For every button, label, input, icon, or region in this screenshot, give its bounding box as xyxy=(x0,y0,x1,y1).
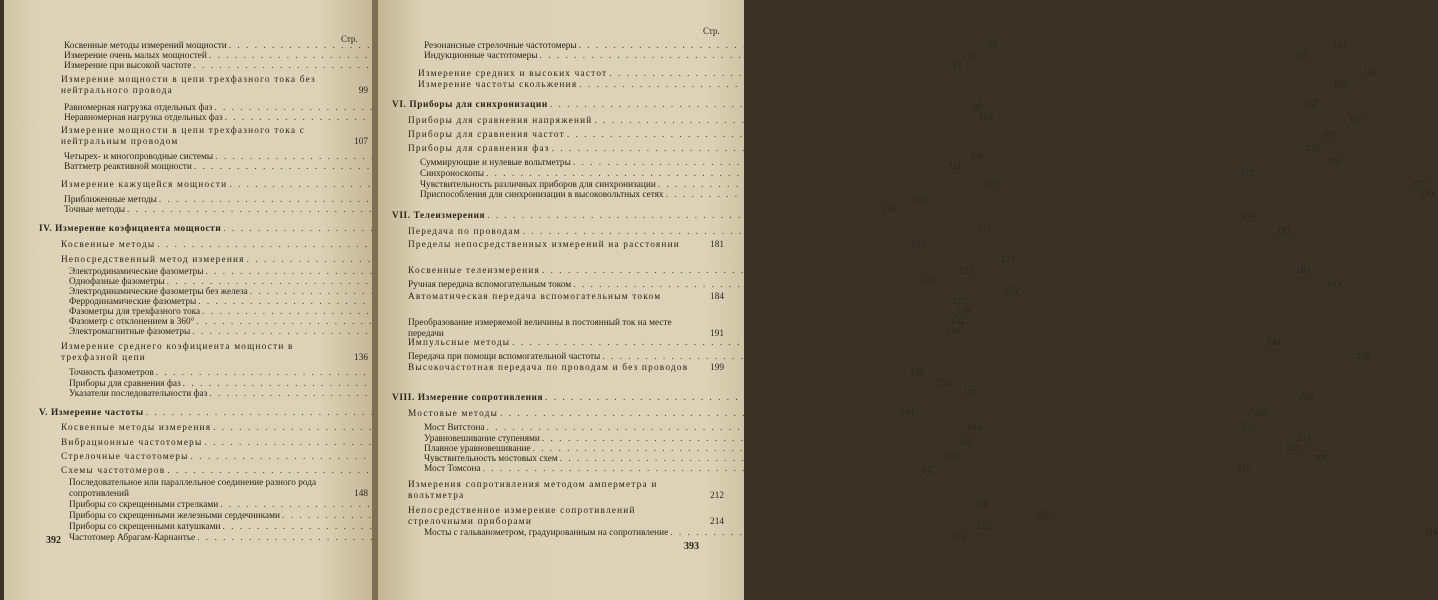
toc-entry xyxy=(408,363,724,374)
toc-entry-page: 123 xyxy=(959,267,974,277)
toc-entry-title: Измерение частоты скольжения xyxy=(418,80,578,90)
toc-entry-page: 148 xyxy=(354,488,368,499)
toc-entry-title: Измерение среднего коэфициента мощности в трехфазной цепи xyxy=(61,342,294,363)
toc-entry-title: Косвенные методы измерения xyxy=(61,423,212,433)
toc-entry-title: Приближенные методы xyxy=(64,195,157,205)
toc-entry xyxy=(408,480,724,501)
toc-entry-page: 202 xyxy=(1299,393,1314,403)
toc-entry-title: Фазометр с отклонением в 360° xyxy=(69,317,195,327)
page-number: 392 xyxy=(46,535,61,546)
toc-entry-title: Приспособления для синхронизации в высоковольтных сетях xyxy=(420,190,664,200)
toc-entry-title: Измерение мощности в цепи трехфазного тока без нейтрального провода xyxy=(61,75,316,96)
toc-entry-title: Измерение при высокой частоте xyxy=(64,61,192,71)
toc-entry-page: 138 xyxy=(909,368,924,378)
toc-entry xyxy=(408,338,1281,349)
toc-entry-title: Приборы для сравнения фаз xyxy=(408,144,550,154)
toc-entry-page: 124 xyxy=(920,277,935,287)
toc-entry-page: 123 xyxy=(1000,255,1015,265)
toc-entry-page: 139 xyxy=(963,389,978,399)
toc-entry-page: 162 xyxy=(1333,80,1348,90)
toc-entry-title: Электродинамические фазометры без железа xyxy=(69,287,248,297)
toc-entry-title: Приборы для сравнения частот xyxy=(408,130,565,140)
toc-entry xyxy=(408,144,1320,155)
toc-entry xyxy=(408,292,724,303)
toc-entry-title: Мосты с гальванометром, градуированным на сопротивление xyxy=(424,528,669,538)
toc-entry-page: 212 xyxy=(710,490,724,501)
toc-entry-page: 216 xyxy=(1424,528,1438,538)
toc-entry-page: 203 xyxy=(1296,434,1310,444)
toc-entry-title: Пределы непосредственных измерений на расстоянии xyxy=(408,240,680,250)
toc-entry-page: 172 xyxy=(1240,169,1255,179)
toc-entry-page: 103 xyxy=(978,113,993,123)
toc-entry-page: 99 xyxy=(358,85,368,96)
toc-entry xyxy=(408,352,1371,363)
toc-entry-title: Измерение очень малых мощностей xyxy=(64,51,207,61)
toc-entry-title: Фазометры для трехфазного тока xyxy=(69,307,201,317)
toc-entry-title: Приборы для сравнения напряжений xyxy=(408,116,593,126)
toc-entry-page: 183 xyxy=(1327,280,1342,290)
toc-entry-title: Косвенные методы измерений мощности xyxy=(64,41,227,51)
toc-entry-page: 209 xyxy=(1313,454,1328,464)
toc-entry-title: Непосредственный метод измерения xyxy=(61,255,245,265)
toc-entry-page: 167 xyxy=(1303,100,1318,110)
toc-entry-page: 116 xyxy=(881,205,896,215)
toc-entry-title: Мост Томсона xyxy=(424,464,481,474)
toc-entry-title: Суммирующие и нулевые вольтметры xyxy=(420,158,571,168)
toc-entry-title: IV. Измерение коэфициента мощности xyxy=(39,224,222,234)
toc-entry xyxy=(61,342,368,363)
toc-entry-title: Схемы частотомеров xyxy=(61,466,166,476)
toc-entry xyxy=(69,379,951,390)
toc-entry-page: 144 xyxy=(899,408,914,418)
toc-entry-page: 115 xyxy=(983,180,998,190)
toc-entry-title: Автоматическая передача вспомогательным током xyxy=(408,292,662,302)
toc-entry-title: Мост Витстона xyxy=(424,423,485,433)
toc-entry-title: Стрелочные частотомеры xyxy=(61,452,189,462)
toc-entry-title: Измерение кажущейся мощности xyxy=(61,180,228,190)
toc-entry-title: Измерение мощности в цепи трехфазного тока с нейтральным проводом xyxy=(61,126,306,147)
toc-entry-title: Приборы со скрещенными железными сердечниками xyxy=(69,511,281,521)
toc-entry-title: Неравномерная нагрузка отдельных фаз xyxy=(64,113,223,123)
toc-entry-page: 129 xyxy=(956,307,971,317)
toc-entry-page: 127 xyxy=(952,297,967,307)
toc-entry-title: Точные методы xyxy=(64,205,126,215)
toc-entry-title: VIII. Измерение сопротивления xyxy=(392,393,544,403)
toc-entry-page: 89 xyxy=(987,41,997,51)
toc-entry-page: 179 xyxy=(1419,190,1434,200)
toc-entry-page: 170 xyxy=(1305,144,1320,154)
toc-entry-page: 161 xyxy=(1293,51,1308,61)
page-number: 393 xyxy=(684,541,699,552)
toc-entry-page: 92 xyxy=(967,51,978,61)
toc-entry xyxy=(61,255,1015,266)
toc-entry-page: 126 xyxy=(1003,287,1018,297)
toc-entry-page: 181 xyxy=(710,240,724,250)
toc-entry-page: 152 xyxy=(976,522,991,532)
toc-entry-page: 136 xyxy=(354,352,368,363)
toc-entry-page: 180 xyxy=(1241,211,1256,221)
toc-entry xyxy=(408,318,724,339)
toc-entry xyxy=(69,317,965,328)
toc-entry-title: Ваттметр реактивной мощности xyxy=(64,162,192,172)
toc-entry-page: 198 xyxy=(1356,352,1371,362)
toc-entry-title: Приборы со скрещенными стрелками xyxy=(69,500,219,510)
toc-entry-page: 109 xyxy=(969,152,984,162)
toc-entry-page: 183 xyxy=(1296,266,1311,276)
toc-entry-page: 99 xyxy=(973,103,983,113)
toc-entry-title: Электродинамические фазометры xyxy=(69,267,204,277)
toc-entry-title: Ферродинамические фазометры xyxy=(69,297,197,307)
toc-entry-title: Приборы со скрещенными катушками xyxy=(69,522,221,532)
toc-entry xyxy=(420,169,1255,180)
page-column-header: Стр. xyxy=(703,26,720,36)
toc-entry-title: Передача по проводам xyxy=(408,227,521,237)
toc-entry-page: 194 xyxy=(1266,338,1281,348)
toc-entry-page: 146 xyxy=(944,452,959,462)
toc-entry-page: 199 xyxy=(710,363,724,373)
toc-entry-title: Измерение средних и высоких частот xyxy=(418,69,608,79)
toc-entry-title: Точность фазометров xyxy=(69,368,154,378)
toc-entry-title: Последовательное или параллельное соединение разного рода сопротивлений xyxy=(69,478,317,499)
toc-entry-title: VI. Приборы для синхронизации xyxy=(392,100,548,110)
toc-entry-page: 153 xyxy=(951,533,966,543)
toc-entry-page: 170 xyxy=(1326,158,1341,168)
toc-entry-page: 121 xyxy=(977,224,992,234)
toc-entry-page: 145 xyxy=(958,438,973,448)
toc-entry-page: 184 xyxy=(710,292,724,302)
toc-entry-title: Преобразование измеряемой величины в постоянный ток на месте передачи xyxy=(408,318,672,339)
toc-entry-page: 151 xyxy=(1036,511,1051,521)
toc-entry-title: Частотомер Абрагам-Карнантье xyxy=(69,533,196,543)
toc-entry-page: 177 xyxy=(1412,180,1426,190)
toc-entry-page: 144 xyxy=(967,423,982,433)
toc-entry-title: Вибрационные частотомеры xyxy=(61,438,203,448)
toc-entry xyxy=(61,126,368,147)
toc-entry-title: Плавное уравновешивание xyxy=(424,444,531,454)
toc-entry xyxy=(69,500,989,511)
toc-entry-page: 191 xyxy=(710,328,724,339)
toc-entry-title: Индукционные частотомеры xyxy=(424,51,538,61)
toc-entry xyxy=(408,130,1335,141)
toc-entry xyxy=(61,75,368,96)
toc-entry-page: 205 xyxy=(1286,444,1301,454)
toc-entry-title: Непосредственное измерение сопротивлений стрелочными приборами xyxy=(408,506,636,527)
toc-entry-page: 214 xyxy=(710,516,724,527)
toc-entry-title: Ручная передача вспомогательным током xyxy=(408,280,572,290)
toc-entry-page: 92 xyxy=(952,61,962,71)
toc-entry-title: Чувствительность мостовых схем xyxy=(424,454,558,464)
toc-entry xyxy=(408,240,724,251)
toc-entry-page: 154 xyxy=(1332,41,1347,51)
toc-entry-title: Измерения сопротивления методом амперметра и вольтметра xyxy=(408,480,658,501)
toc-entry-title: Косвенные методы xyxy=(61,240,156,250)
toc-entry xyxy=(424,444,1301,455)
toc-entry xyxy=(408,506,724,527)
toc-entry-page: 107 xyxy=(354,136,368,147)
toc-entry-page: 169 xyxy=(1321,130,1335,140)
toc-entry-title: Четырех- и многопроводные системы xyxy=(64,152,214,162)
toc-entry-title: Приборы для сравнения фаз xyxy=(69,379,181,389)
toc-entry-page: 202 xyxy=(1254,409,1269,419)
page-column-header: Стр. xyxy=(341,34,358,44)
toc-entry-page: 181 xyxy=(1276,227,1291,237)
toc-entry-page: 147 xyxy=(921,466,936,476)
toc-entry-title: Однофазные фазометры xyxy=(69,277,165,287)
toc-entry-title: Мостовые методы xyxy=(408,409,499,419)
toc-entry xyxy=(69,478,368,499)
toc-entry-title: Чувствительность различных приборов для синхронизации xyxy=(420,180,656,190)
toc-entry-title: Высокочастотная передача по проводам и без проводов xyxy=(408,363,689,373)
toc-entry-title: Косвенные телеизмерения xyxy=(408,266,540,276)
toc-entry-title: Электромагнитные фазометры xyxy=(69,327,191,337)
toc-entry-title: Импульсные методы xyxy=(408,338,511,348)
toc-entry-page: 202 xyxy=(1240,423,1255,433)
toc-entry-title: Равномерная нагрузка отдельных фаз xyxy=(64,103,213,113)
toc-entry xyxy=(64,61,962,72)
toc-entry-page: 150 xyxy=(974,500,989,510)
toc-entry-title: Резонансные стрелочные частотомеры xyxy=(424,41,577,51)
toc-entry-page: 134 xyxy=(946,327,961,337)
toc-chapter-heading xyxy=(392,211,1256,222)
toc-entry xyxy=(69,307,971,318)
toc-entry-title: VII. Телеизмерения xyxy=(392,211,486,221)
toc-entry-title: V. Измерение частоты xyxy=(39,408,144,418)
toc-entry-page: 111 xyxy=(948,162,962,172)
toc-entry-page: 132 xyxy=(950,317,965,327)
toc-entry-title: Указатели последовательности фаз xyxy=(69,389,208,399)
toc-entry-page: 161 xyxy=(1363,69,1378,79)
toc-entry-page: 210 xyxy=(1236,464,1251,474)
toc-entry xyxy=(418,80,1348,91)
toc-entry-title: Передача при помощи вспомогательной частоты xyxy=(408,352,601,362)
toc-entry-page: 121 xyxy=(911,240,926,250)
toc-entry-title: Синхроноскопы xyxy=(420,169,484,179)
toc-entry-page: 138 xyxy=(936,379,951,389)
toc-entry xyxy=(418,69,1378,80)
toc-entry-title: Уравновешивание ступенями xyxy=(424,434,540,444)
toc-entry-page: 167 xyxy=(1348,116,1363,126)
toc-entry-page: 115 xyxy=(913,195,927,205)
